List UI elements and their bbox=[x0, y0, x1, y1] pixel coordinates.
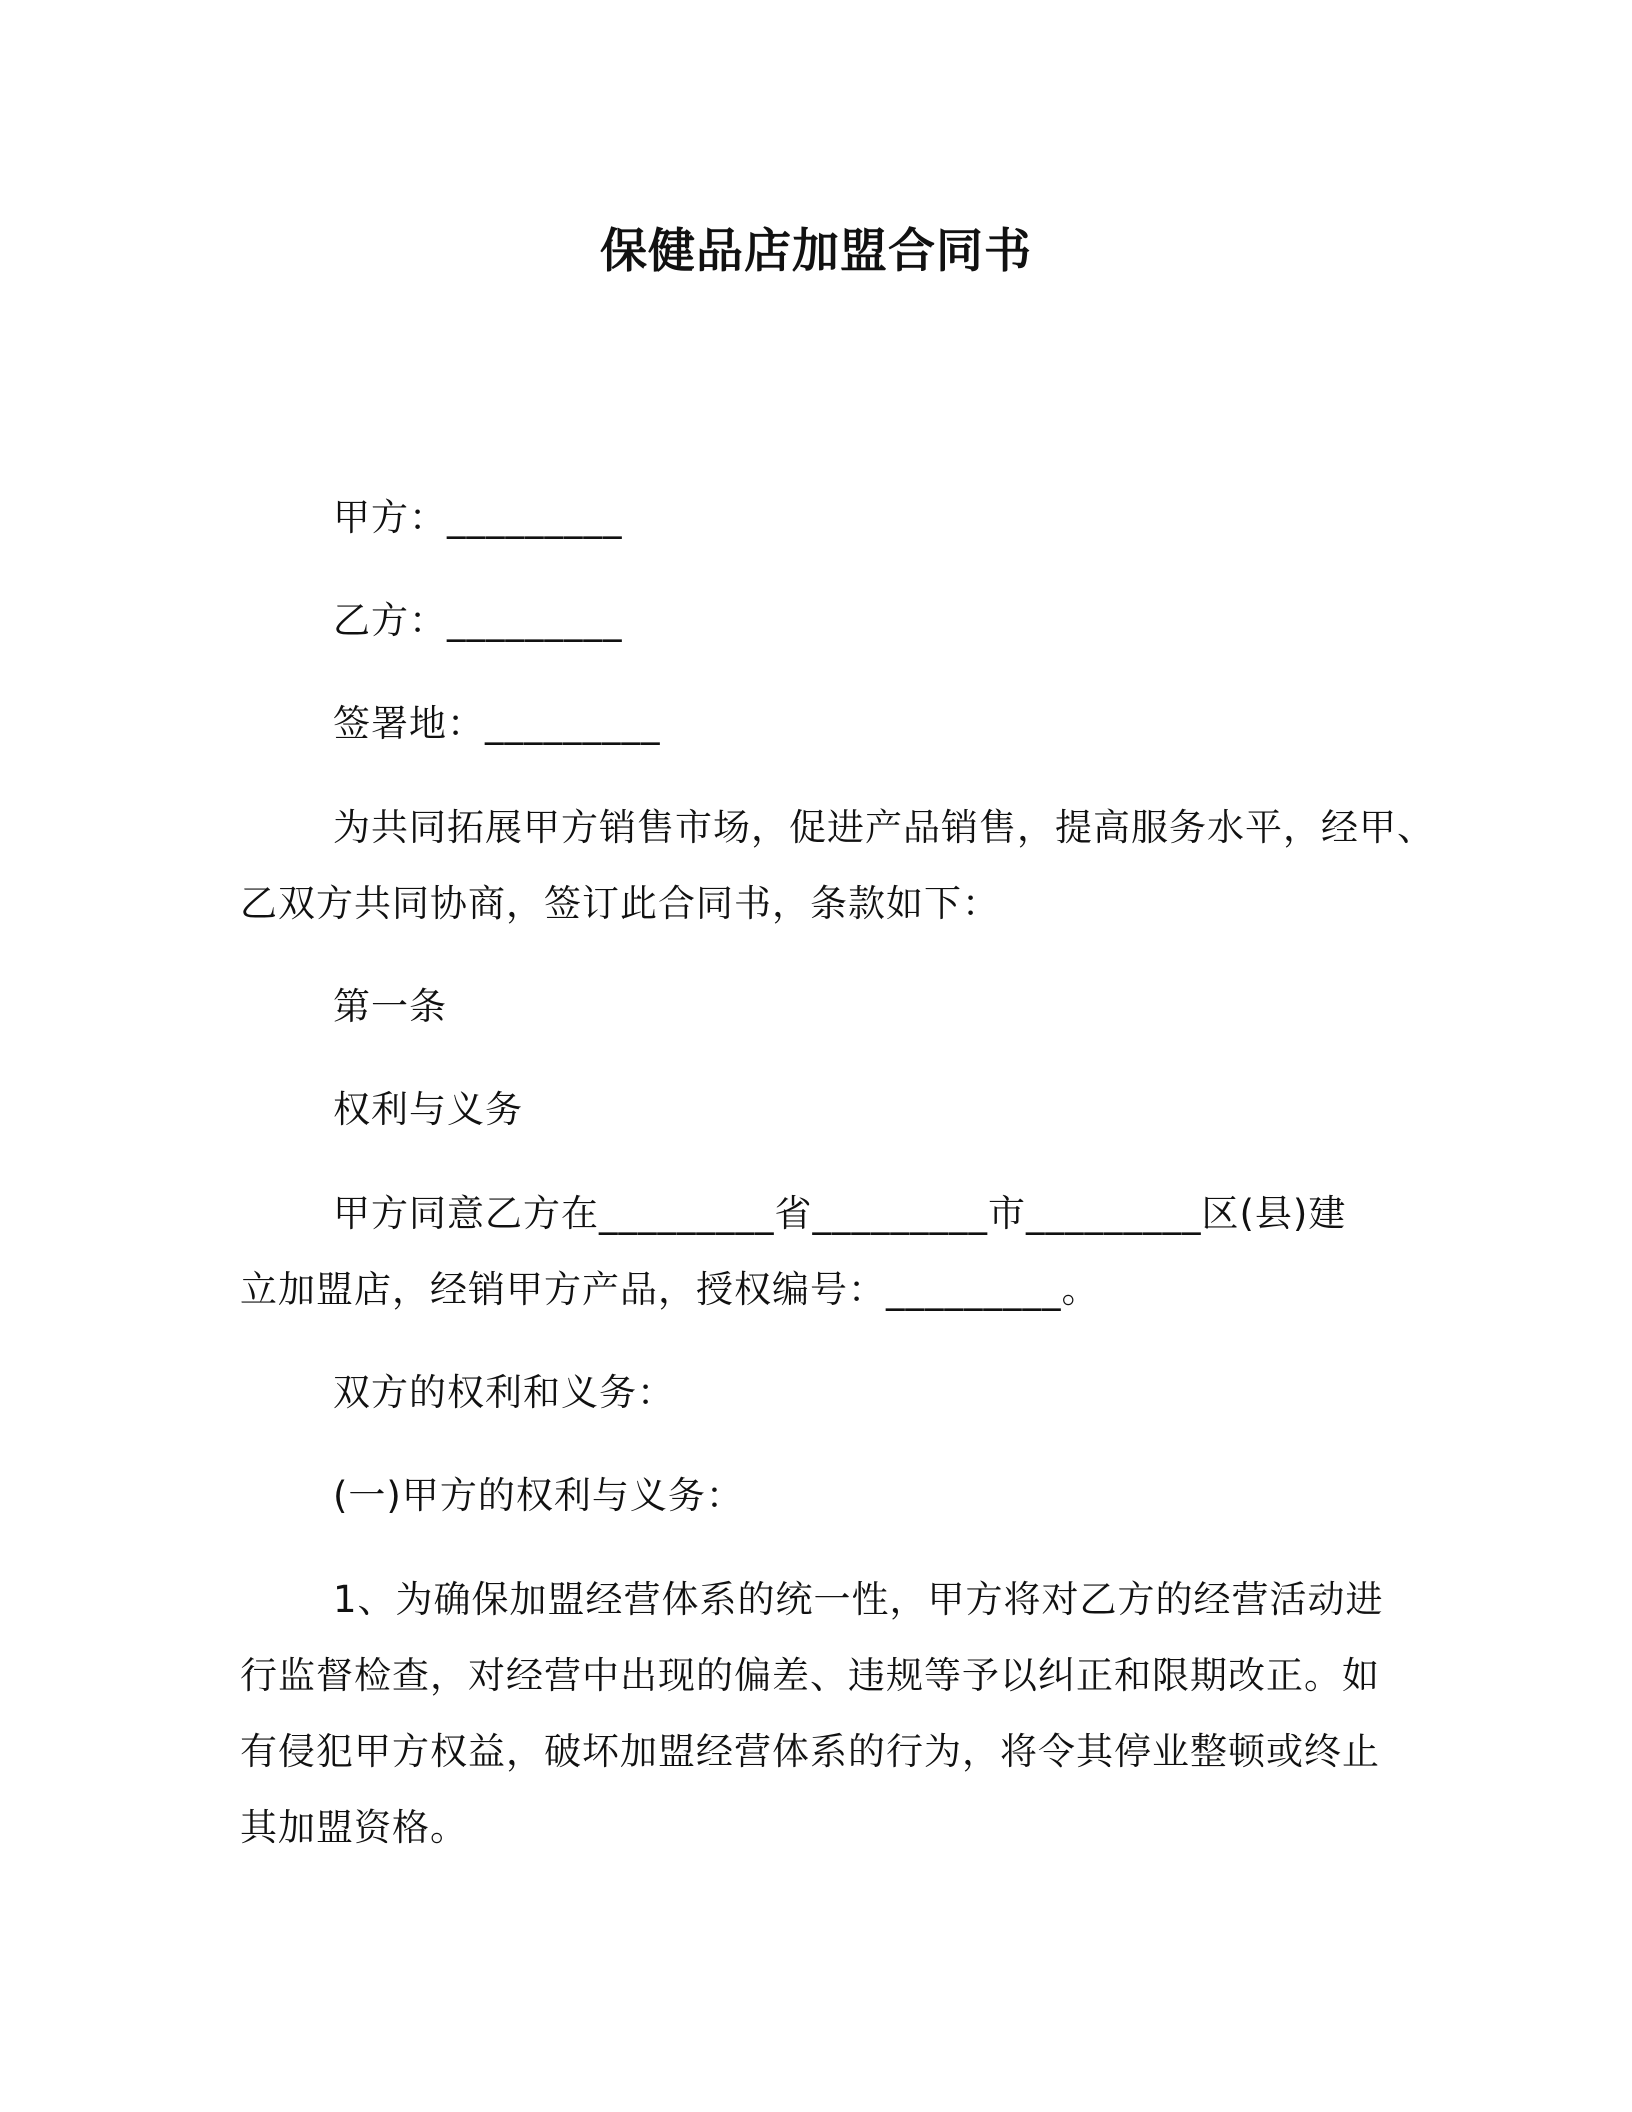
party-a-line: 甲方：_________ bbox=[333, 496, 623, 539]
rights-heading: 双方的权利和义务： bbox=[333, 1371, 675, 1414]
article-heading: 权利与义务 bbox=[333, 1088, 523, 1131]
clause-paragraph-line: 1、为确保加盟经营体系的统一性，甲方将对乙方的经营活动进 bbox=[333, 1578, 1384, 1621]
document-title: 保健品店加盟合同书 bbox=[600, 224, 1032, 279]
intro-paragraph-line: 乙双方共同协商，签订此合同书，条款如下： bbox=[240, 882, 1000, 925]
clause-paragraph-line: 其加盟资格。 bbox=[240, 1806, 468, 1849]
party-b-line: 乙方：_________ bbox=[333, 599, 623, 642]
intro-paragraph-line: 为共同拓展甲方销售市场，促进产品销售，提高服务水平，经甲、 bbox=[333, 806, 1435, 849]
signing-place-line: 签署地：_________ bbox=[333, 702, 661, 745]
consent-paragraph-line: 立加盟店，经销甲方产品，授权编号：_________。 bbox=[240, 1268, 1100, 1311]
party-a-rights-heading: (一)甲方的权利与义务： bbox=[333, 1474, 744, 1517]
consent-paragraph-line: 甲方同意乙方在_________省_________市_________区(县)建 bbox=[333, 1192, 1347, 1235]
clause-paragraph-line: 有侵犯甲方权益，破坏加盟经营体系的行为，将令其停业整顿或终止 bbox=[240, 1730, 1380, 1773]
article-number: 第一条 bbox=[333, 985, 447, 1028]
clause-paragraph-line: 行监督检查，对经营中出现的偏差、违规等予以纠正和限期改正。如 bbox=[240, 1654, 1380, 1697]
